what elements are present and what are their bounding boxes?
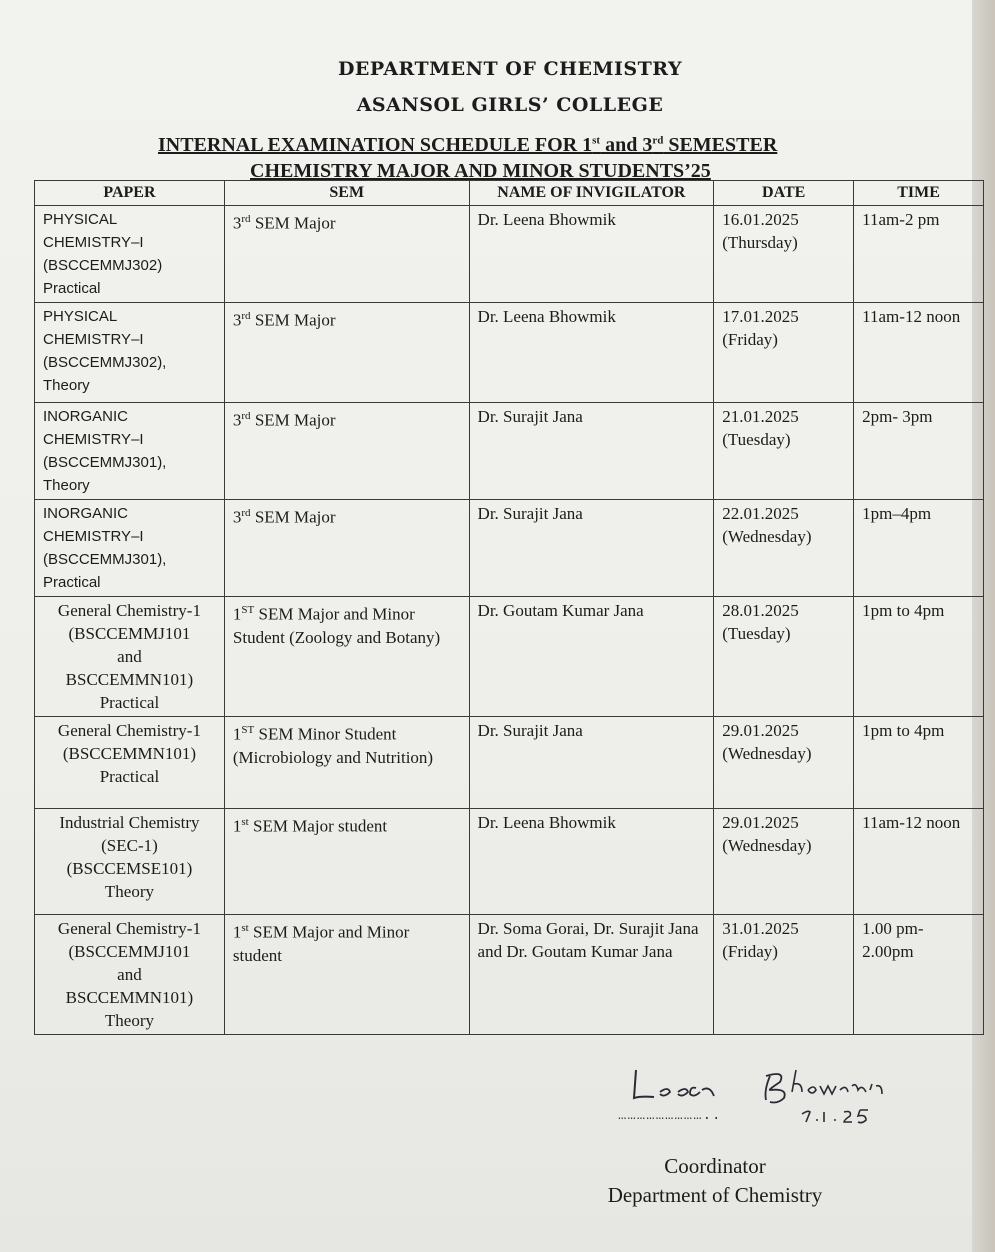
sem-cell: 1ST SEM Minor Student (Microbiology and Nutrition): [224, 717, 469, 809]
paper-line: General Chemistry-1: [57, 919, 201, 938]
header-invigilator: NAME OF INVIGILATOR: [469, 181, 714, 206]
exam-date: 29.01.2025: [722, 813, 799, 832]
date-cell: [714, 206, 854, 303]
table-row: [35, 597, 984, 717]
header-time: TIME: [854, 181, 984, 206]
invigilator-cell: Dr. Surajit Jana: [469, 717, 714, 809]
table-header-row: [35, 181, 984, 206]
sem-cell: 3rd SEM Major: [224, 303, 469, 403]
time-cell: 1pm–4pm: [854, 500, 984, 597]
paper-line: BSCCEMMN101): [65, 670, 194, 689]
paper-cell: [35, 500, 225, 597]
date-cell: [714, 500, 854, 597]
paper-line: (BSCCEMMJ302),: [43, 354, 167, 371]
exam-date: 17.01.2025: [722, 307, 799, 326]
sem-cell: 3rd SEM Major: [224, 206, 469, 303]
exam-date: 21.01.2025: [722, 407, 799, 426]
paper-cell: [35, 403, 225, 500]
sem-cell: 1ST SEM Major and Minor Student (Zoology and Botany): [224, 597, 469, 717]
table-row: [35, 403, 984, 500]
paper-line: Theory: [43, 377, 90, 394]
department-heading: DEPARTMENT OF CHEMISTRY: [337, 58, 683, 80]
time-cell: 11am-12 noon: [854, 809, 984, 915]
paper-line: Theory: [104, 882, 154, 901]
schedule-title-line1: INTERNAL EXAMINATION SCHEDULE FOR 1st and 3rd SEMESTER: [158, 134, 778, 156]
table-row: [35, 206, 984, 303]
exam-day: (Wednesday): [722, 836, 812, 855]
exam-day: (Thursday): [722, 233, 798, 252]
paper-line: (SEC-1): [101, 836, 158, 855]
exam-day: (Wednesday): [722, 527, 812, 546]
paper-line: PHYSICAL: [43, 308, 118, 325]
paper-line: Theory: [43, 477, 90, 494]
paper-line: General Chemistry-1: [57, 721, 201, 740]
date-cell: [714, 303, 854, 403]
paper-line: (BSCCEMMJ302): [43, 257, 163, 274]
sem-cell: 3rd SEM Major: [224, 403, 469, 500]
college-heading: ASANSOL GIRLS’ COLLEGE: [356, 94, 664, 116]
paper-line: Theory: [104, 1011, 154, 1030]
coordinator-label: Coordinator: [664, 1154, 766, 1178]
paper-line: CHEMISTRY–I: [43, 431, 144, 448]
paper-line: General Chemistry-1: [57, 601, 201, 620]
time-cell: 2pm- 3pm: [854, 403, 984, 500]
paper-line: (BSCCEMMJ301),: [43, 454, 167, 471]
time-cell: 1pm to 4pm: [854, 717, 984, 809]
date-cell: [714, 809, 854, 915]
paper-cell: [35, 915, 225, 1035]
paper-line: Practical: [99, 693, 160, 712]
paper-cell: [35, 717, 225, 809]
exam-date: 28.01.2025: [722, 601, 799, 620]
paper-line: (BSCCEMMJ101: [68, 942, 191, 961]
paper-line: CHEMISTRY–I: [43, 528, 144, 545]
exam-schedule-table: [34, 180, 984, 1035]
date-cell: [714, 915, 854, 1035]
coordinator-department: Department of Chemistry: [607, 1183, 823, 1207]
paper-line: Practical: [43, 280, 101, 297]
time-cell: 1pm to 4pm: [854, 597, 984, 717]
invigilator-cell: Dr. Leena Bhowmik: [469, 809, 714, 915]
exam-day: (Tuesday): [722, 430, 791, 449]
paper-line: Industrial Chemistry: [59, 813, 200, 832]
exam-date: 29.01.2025: [722, 721, 799, 740]
paper-cell: [35, 809, 225, 915]
sem-cell: 1st SEM Major and Minor student: [224, 915, 469, 1035]
invigilator-cell: Dr. Surajit Jana: [469, 500, 714, 597]
exam-day: (Wednesday): [722, 744, 812, 763]
signature-line: ………………………..: [618, 1108, 722, 1124]
paper-line: BSCCEMMN101): [65, 988, 194, 1007]
header-paper: PAPER: [35, 181, 225, 206]
date-cell: [714, 597, 854, 717]
time-cell: 11am-2 pm: [854, 206, 984, 303]
table-row: [35, 809, 984, 915]
paper-line: INORGANIC: [43, 505, 129, 522]
exam-date: 31.01.2025: [722, 919, 799, 938]
paper-cell: [35, 597, 225, 717]
invigilator-cell: Dr. Goutam Kumar Jana: [469, 597, 714, 717]
paper-cell: [35, 303, 225, 403]
header-sem: SEM: [224, 181, 469, 206]
exam-date: 16.01.2025: [722, 210, 799, 229]
schedule-title-line2: CHEMISTRY MAJOR AND MINOR STUDENTS’25: [250, 160, 711, 182]
sem-cell: 3rd SEM Major: [224, 500, 469, 597]
header-date: DATE: [714, 181, 854, 206]
exam-day: (Tuesday): [722, 624, 791, 643]
paper-line: (BSCCEMMJ101: [68, 624, 191, 643]
paper-line: (BSCCEMSE101): [66, 859, 193, 878]
paper-line: and: [117, 965, 142, 984]
paper-line: PHYSICAL: [43, 211, 118, 228]
paper-line: CHEMISTRY–I: [43, 234, 144, 251]
paper-cell: [35, 206, 225, 303]
paper-line: Practical: [43, 574, 101, 591]
invigilator-cell: Dr. Surajit Jana: [469, 403, 714, 500]
paper-line: CHEMISTRY–I: [43, 331, 144, 348]
table-row: [35, 500, 984, 597]
table-row: [35, 303, 984, 403]
paper-line: INORGANIC: [43, 408, 129, 425]
sem-cell: 1st SEM Major student: [224, 809, 469, 915]
paper-line: and: [117, 647, 142, 666]
invigilator-cell: Dr. Leena Bhowmik: [469, 303, 714, 403]
paper-line: Practical: [99, 767, 160, 786]
table-row: [35, 717, 984, 809]
exam-day: (Friday): [722, 942, 778, 961]
exam-day: (Friday): [722, 330, 778, 349]
table-row: [35, 915, 984, 1035]
date-cell: [714, 403, 854, 500]
exam-date: 22.01.2025: [722, 504, 799, 523]
paper-line: (BSCCEMMJ301),: [43, 551, 167, 568]
time-cell: 11am-12 noon: [854, 303, 984, 403]
paper-line: (BSCCEMMN101): [62, 744, 197, 763]
date-cell: [714, 717, 854, 809]
time-cell: 1.00 pm- 2.00pm: [854, 915, 984, 1035]
invigilator-cell: Dr. Soma Gorai, Dr. Surajit Jana and Dr. Goutam Kumar Jana: [469, 915, 714, 1035]
invigilator-cell: Dr. Leena Bhowmik: [469, 206, 714, 303]
